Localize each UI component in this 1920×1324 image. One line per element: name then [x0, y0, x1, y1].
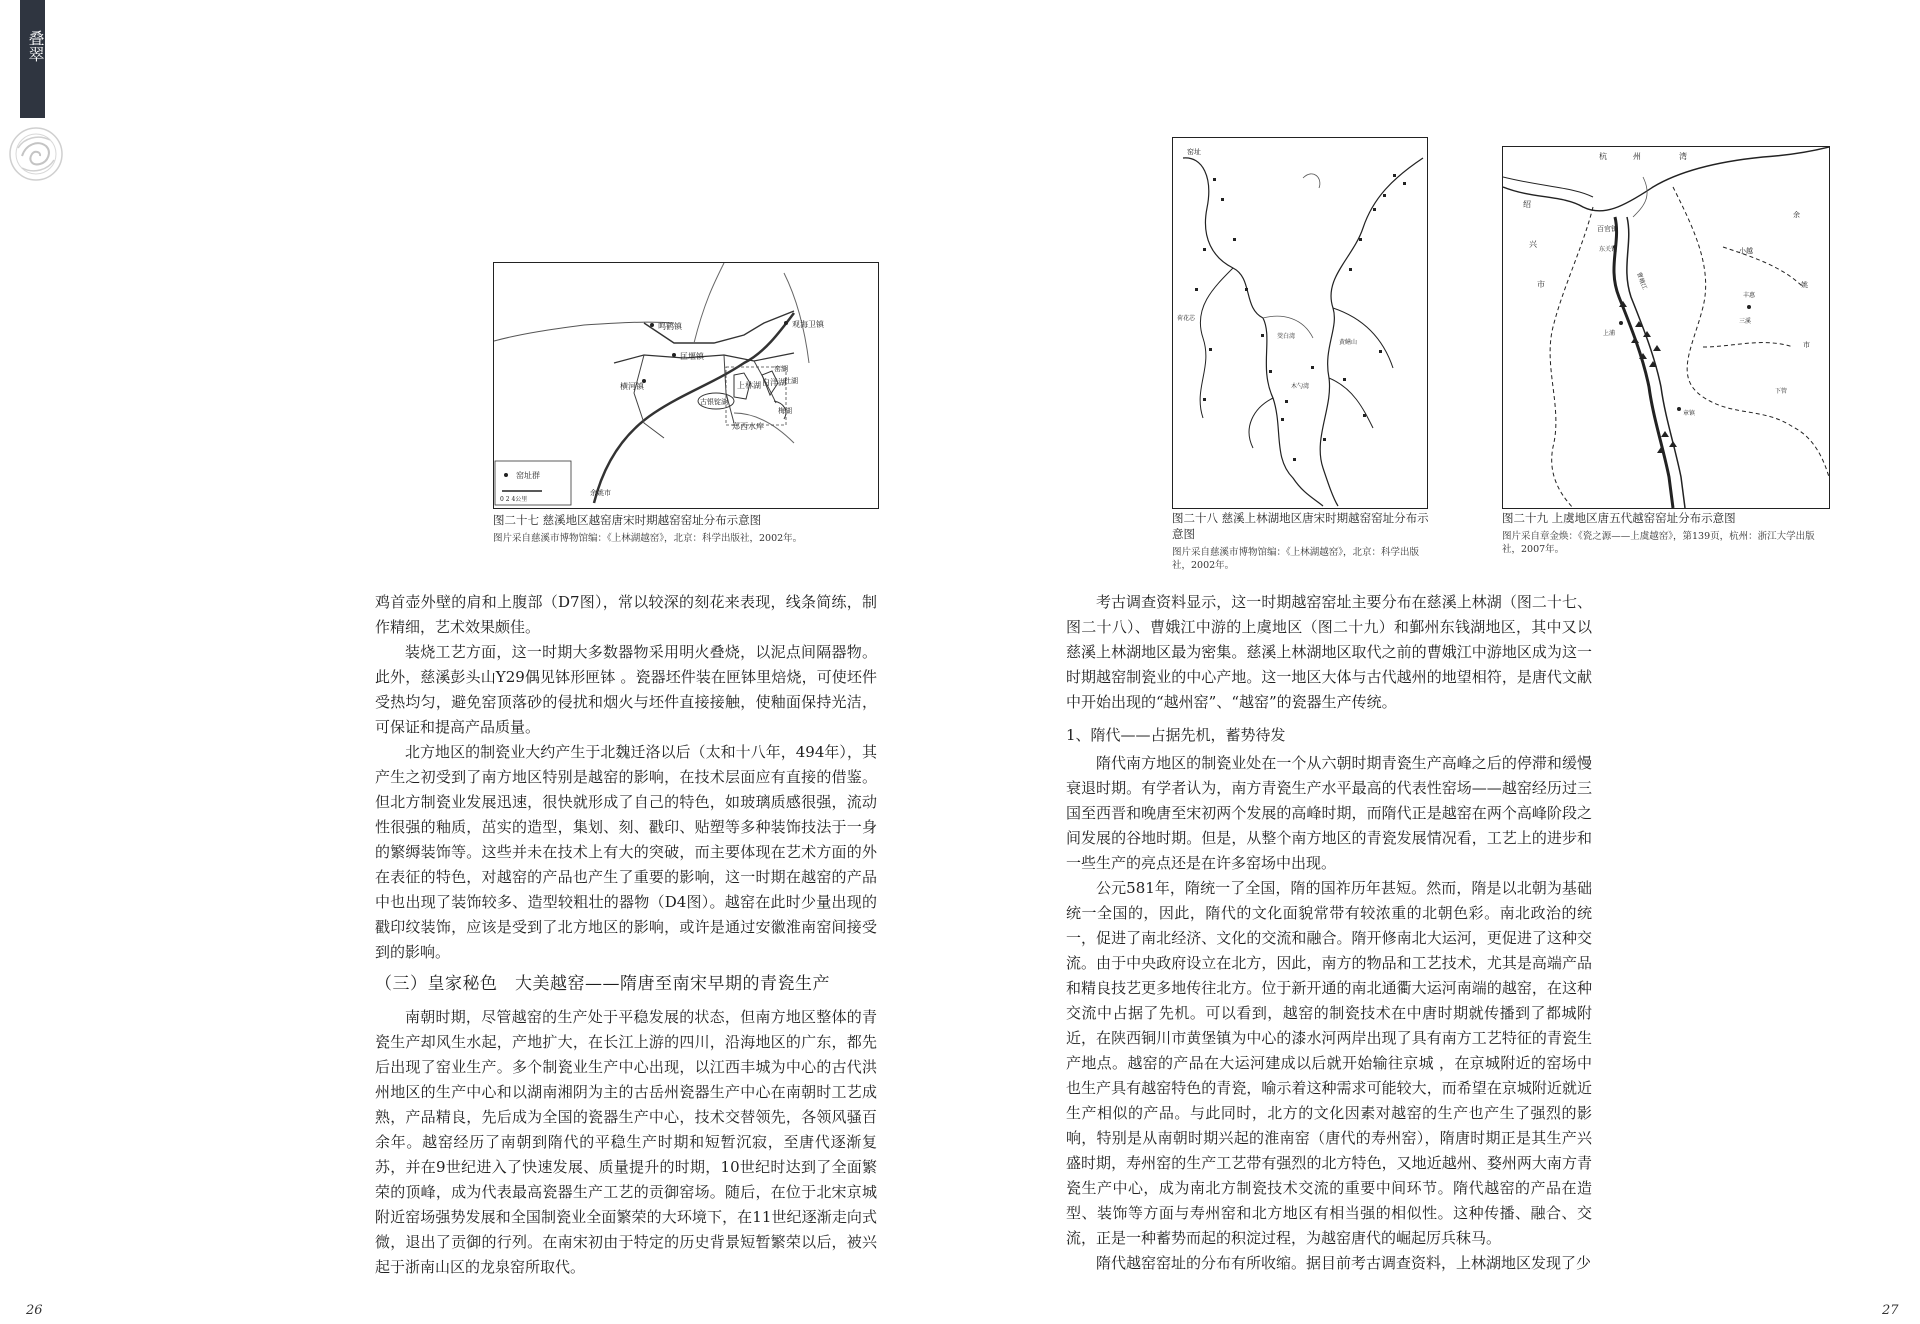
- map-figure-27: [493, 262, 879, 509]
- svg-text:横河镇: 横河镇: [620, 382, 644, 391]
- svg-text:余姚市: 余姚市: [590, 489, 611, 497]
- svg-text:茭白湾: 茭白湾: [1277, 333, 1296, 340]
- figure-27-caption: 图二十七 慈溪地区越窑唐宋时期越窑窑址分布示意图: [493, 513, 762, 527]
- svg-text:古银锭湖: 古银锭湖: [700, 398, 728, 406]
- right-paragraph-1: 考古调查资料显示，这一时期越窑窑址主要分布在慈溪上林湖（图二十七、图二十八）、曹娥江中游的上虞地区（图二十九）和鄞州东钱湖地区，其中又以慈溪上林湖地区最为密集。慈溪上林湖地区取代之前的曹娥江中游地区成为这一时期越窑制瓷业的中心产地。这一地区大体与古代越州的地望相符，是唐代文献中开始出现的“越州窑”、“越窑”的瓷器生产传统。: [1066, 593, 1592, 711]
- svg-text:州: 州: [1633, 152, 1641, 161]
- svg-text:湾: 湾: [1679, 152, 1687, 161]
- svg-text:木勺湾: 木勺湾: [1291, 383, 1310, 390]
- svg-text:黄鳝山: 黄鳝山: [1339, 339, 1358, 346]
- left-paragraph-1: 鸡首壶外壁的肩和上腹部（D7图），常以较深的刻花来表现，线条简练，制作精细，艺术效果颇佳。: [375, 593, 877, 636]
- svg-text:市: 市: [1537, 280, 1545, 289]
- svg-text:观海卫镇: 观海卫镇: [792, 320, 824, 329]
- left-text-column: [375, 590, 877, 1280]
- decorative-emblem-icon: [8, 126, 64, 182]
- section-heading: （三）皇家秘色 大美越窑——隋唐至南宋早期的青瓷生产: [375, 974, 830, 994]
- left-paragraph-4: 南朝时期，尽管越窑的生产处于平稳发展的状态，但南方地区整体的青瓷生产却风生水起，产地扩大，在长江上游的四川，沿海地区的广东，都先后出现了窑业生产。多个制瓷业生产中心出现，以江西丰城为中心的古代洪州地区的生产中心和以湖南湘阴为主的古岳州瓷器生产中心在南朝时工艺成熟，产品精良，先后成为全国的瓷器生产中心，技术交替领先，各领风骚百余年。越窑经历了南朝到隋代的平稳生产时期和短暂沉寂，至唐代逐渐复苏，并在9世纪进入了快速发展、质量提升的时期，10世纪时达到了全面繁荣的顶峰，成为代表最高瓷器生产工艺的贡御窑场。随后，在位于北宋京城附近窑场强势发展和全国制瓷业全面繁荣的大环境下，在11世纪逐渐走向式微，退出了贡御的行列。在南宋初由于特定的历史背景短暂繁荣以后，被兴起于浙南山区的龙泉窑所取代。: [375, 1008, 877, 1276]
- svg-text:上林湖: 上林湖: [737, 381, 761, 390]
- figure-28-caption-block: [1172, 510, 1434, 572]
- svg-text:曹娥江: 曹娥江: [1635, 271, 1648, 291]
- left-paragraph-3: 北方地区的制瓷业大约产生于北魏迁洛以后（太和十八年，494年），其产生之初受到了南方地区特别是越窑的影响，在技术层面应有直接的借鉴。但北方制瓷业发展迅速，很快就形成了自己的特色，如玻璃质感很强，流动性很强的釉质，茁实的造型，集划、刻、戳印、贴塑等多种装饰技法于一身的繁缛装饰等。这些并未在技术上有大的突破，而主要体现在艺术方面的外在表征的特色，对越窑的产品也产生了重要的影响，这一时期在越窑的产品中也出现了装饰较多、造型较粗壮的器物（D4图）。越窑在此时少量出现的戳印纹装饰，应该是受到了北方地区的影响，或许是通过安徽淮南窑间接受到的影响。: [375, 743, 877, 961]
- svg-text:上浦: 上浦: [1603, 330, 1616, 337]
- svg-text:绍: 绍: [1523, 200, 1531, 209]
- svg-text:百官镇: 百官镇: [1597, 225, 1618, 233]
- svg-text:章镇: 章镇: [1683, 410, 1696, 417]
- svg-text:郑西水库: 郑西水库: [732, 422, 764, 431]
- left-paragraph-2: 装烧工艺方面，这一时期大多数器物采用明火叠烧，以泥点间隔器物。此外，慈溪彭头山Y29偶见钵形匣钵 。瓷器坯件装在匣钵里焙烧，可使坯件受热均匀，避免窑顶落砂的侵扰和烟火与坯件直接接触，使釉面保持光洁，可保证和提高产品质量。: [375, 643, 877, 736]
- svg-text:小越: 小越: [1739, 247, 1753, 255]
- figure-27-caption-block: [493, 512, 883, 545]
- svg-text:市: 市: [1803, 341, 1810, 349]
- svg-text:白洋湖: 白洋湖: [762, 378, 786, 387]
- svg-text:窑湖: 窑湖: [774, 365, 788, 373]
- page-number-right: 27: [1882, 1303, 1899, 1318]
- svg-text:匡堰镇: 匡堰镇: [680, 352, 704, 361]
- svg-text:梅湖: 梅湖: [778, 407, 792, 415]
- right-paragraph-2: 隋代南方地区的制瓷业处在一个从六朝时期青瓷生产高峰之后的停滞和缓慢衰退时期。有学者认为，南方青瓷生产水平最高的代表性窑场——越窑经历过三国至西晋和晚唐至宋初两个发展的高峰时期，而隋代正是越窑在两个高峰阶段之间发展的谷地时期。但是，从整个南方地区的青瓷发展情况看，工艺上的进步和一些生产的亮点还是在许多窑场中出现。: [1066, 754, 1592, 872]
- svg-text:丰惠: 丰惠: [1743, 292, 1756, 299]
- running-head: 叠翠: [26, 30, 45, 62]
- svg-text:兴: 兴: [1529, 240, 1537, 249]
- svg-text:三溪: 三溪: [1739, 318, 1752, 325]
- figure-27-source: 图片采自慈溪市博物馆编：《上林湖越窑》，北京：科学出版社，2002年。: [493, 533, 803, 544]
- figure-29-caption-block: [1502, 510, 1832, 556]
- right-paragraph-3: 公元581年，隋统一了全国，隋的国祚历年甚短。然而，隋是以北朝为基础统一全国的，因此，隋代的文化面貌常带有较浓重的北朝色彩。南北政治的统一，促进了南北经济、文化的交流和融合。隋开修南北大运河，更促进了这种交流。由于中央政府设立在北方，因此，南方的物品和工艺技术，尤其是高端产品和精良技艺更多地传往北方。位于新开通的南北通衢大运河南端的越窑，在这种交流中占据了先机。可以看到，越窑的制瓷技术在中唐时期就传播到了都城附近，在陕西铜川市黄堡镇为中心的漆水河两岸出现了具有南方工艺特征的青瓷生产地点。越窑的产品在大运河建成以后就开始输往京城 ，在京城附近的窑场中也生产具有越窑特色的青瓷，喻示着这种需求可能较大，而希望在京城附近就近生产相似的产品。与此同时，北方的文化因素对越窑的生产也产生了强烈的影响，特别是从南朝时期兴起的淮南窑（唐代的寿州窑），隋唐时期正是其生产兴盛时期，寿州窑的生产工艺带有强烈的北方特色，又地近越州、婺州两大南方青瓷生产中心，成为南北方制瓷技术交流的重要中间环节。隋代越窑的产品在造型、装饰等方面与寿州窑和北方地区有相当强的相似性。这种传播、融合、交流，正是一种蓄势而起的积淀过程，为越窑唐代的崛起厉兵秣马。: [1066, 879, 1592, 1247]
- svg-text:荷花芯: 荷花芯: [1177, 315, 1196, 322]
- svg-text:下管: 下管: [1775, 388, 1788, 395]
- figure-29-caption: 图二十九 上虞地区唐五代越窑窑址分布示意图: [1502, 511, 1736, 525]
- svg-text:0 2 4公里: 0 2 4公里: [500, 496, 528, 503]
- figure-29-source: 图片采自章金焕：《瓷之源——上虞越窑》，第139页，杭州：浙江大学出版社，2007年。: [1502, 531, 1815, 555]
- page-number-left: 26: [26, 1303, 43, 1318]
- svg-text:杭: 杭: [1599, 152, 1607, 161]
- map-figure-29: [1502, 146, 1830, 509]
- svg-text:杜湖: 杜湖: [784, 377, 798, 385]
- right-paragraph-4: 隋代越窑窑址的分布有所收缩。据目前考古调查资料，上林湖地区发现了少: [1096, 1254, 1592, 1272]
- figure-28-source: 图片采自慈溪市博物馆编：《上林湖越窑》，北京：科学出版社，2002年。: [1172, 547, 1420, 571]
- map-figure-28: [1172, 137, 1428, 509]
- svg-text:窑址群: 窑址群: [516, 471, 540, 480]
- svg-text:东关镇: 东关镇: [1599, 246, 1618, 253]
- subsection-heading: 1、隋代——占据先机，蓄势待发: [1066, 726, 1286, 744]
- right-text-column: [1066, 590, 1592, 1276]
- svg-text:余: 余: [1793, 211, 1800, 219]
- svg-text:姚: 姚: [1801, 281, 1808, 289]
- svg-text:鸣鹤镇: 鸣鹤镇: [658, 322, 682, 331]
- svg-text:窑址: 窑址: [1187, 148, 1201, 156]
- figure-28-caption: 图二十八 慈溪上林湖地区唐宋时期越窑窑址分布示意图: [1172, 511, 1429, 541]
